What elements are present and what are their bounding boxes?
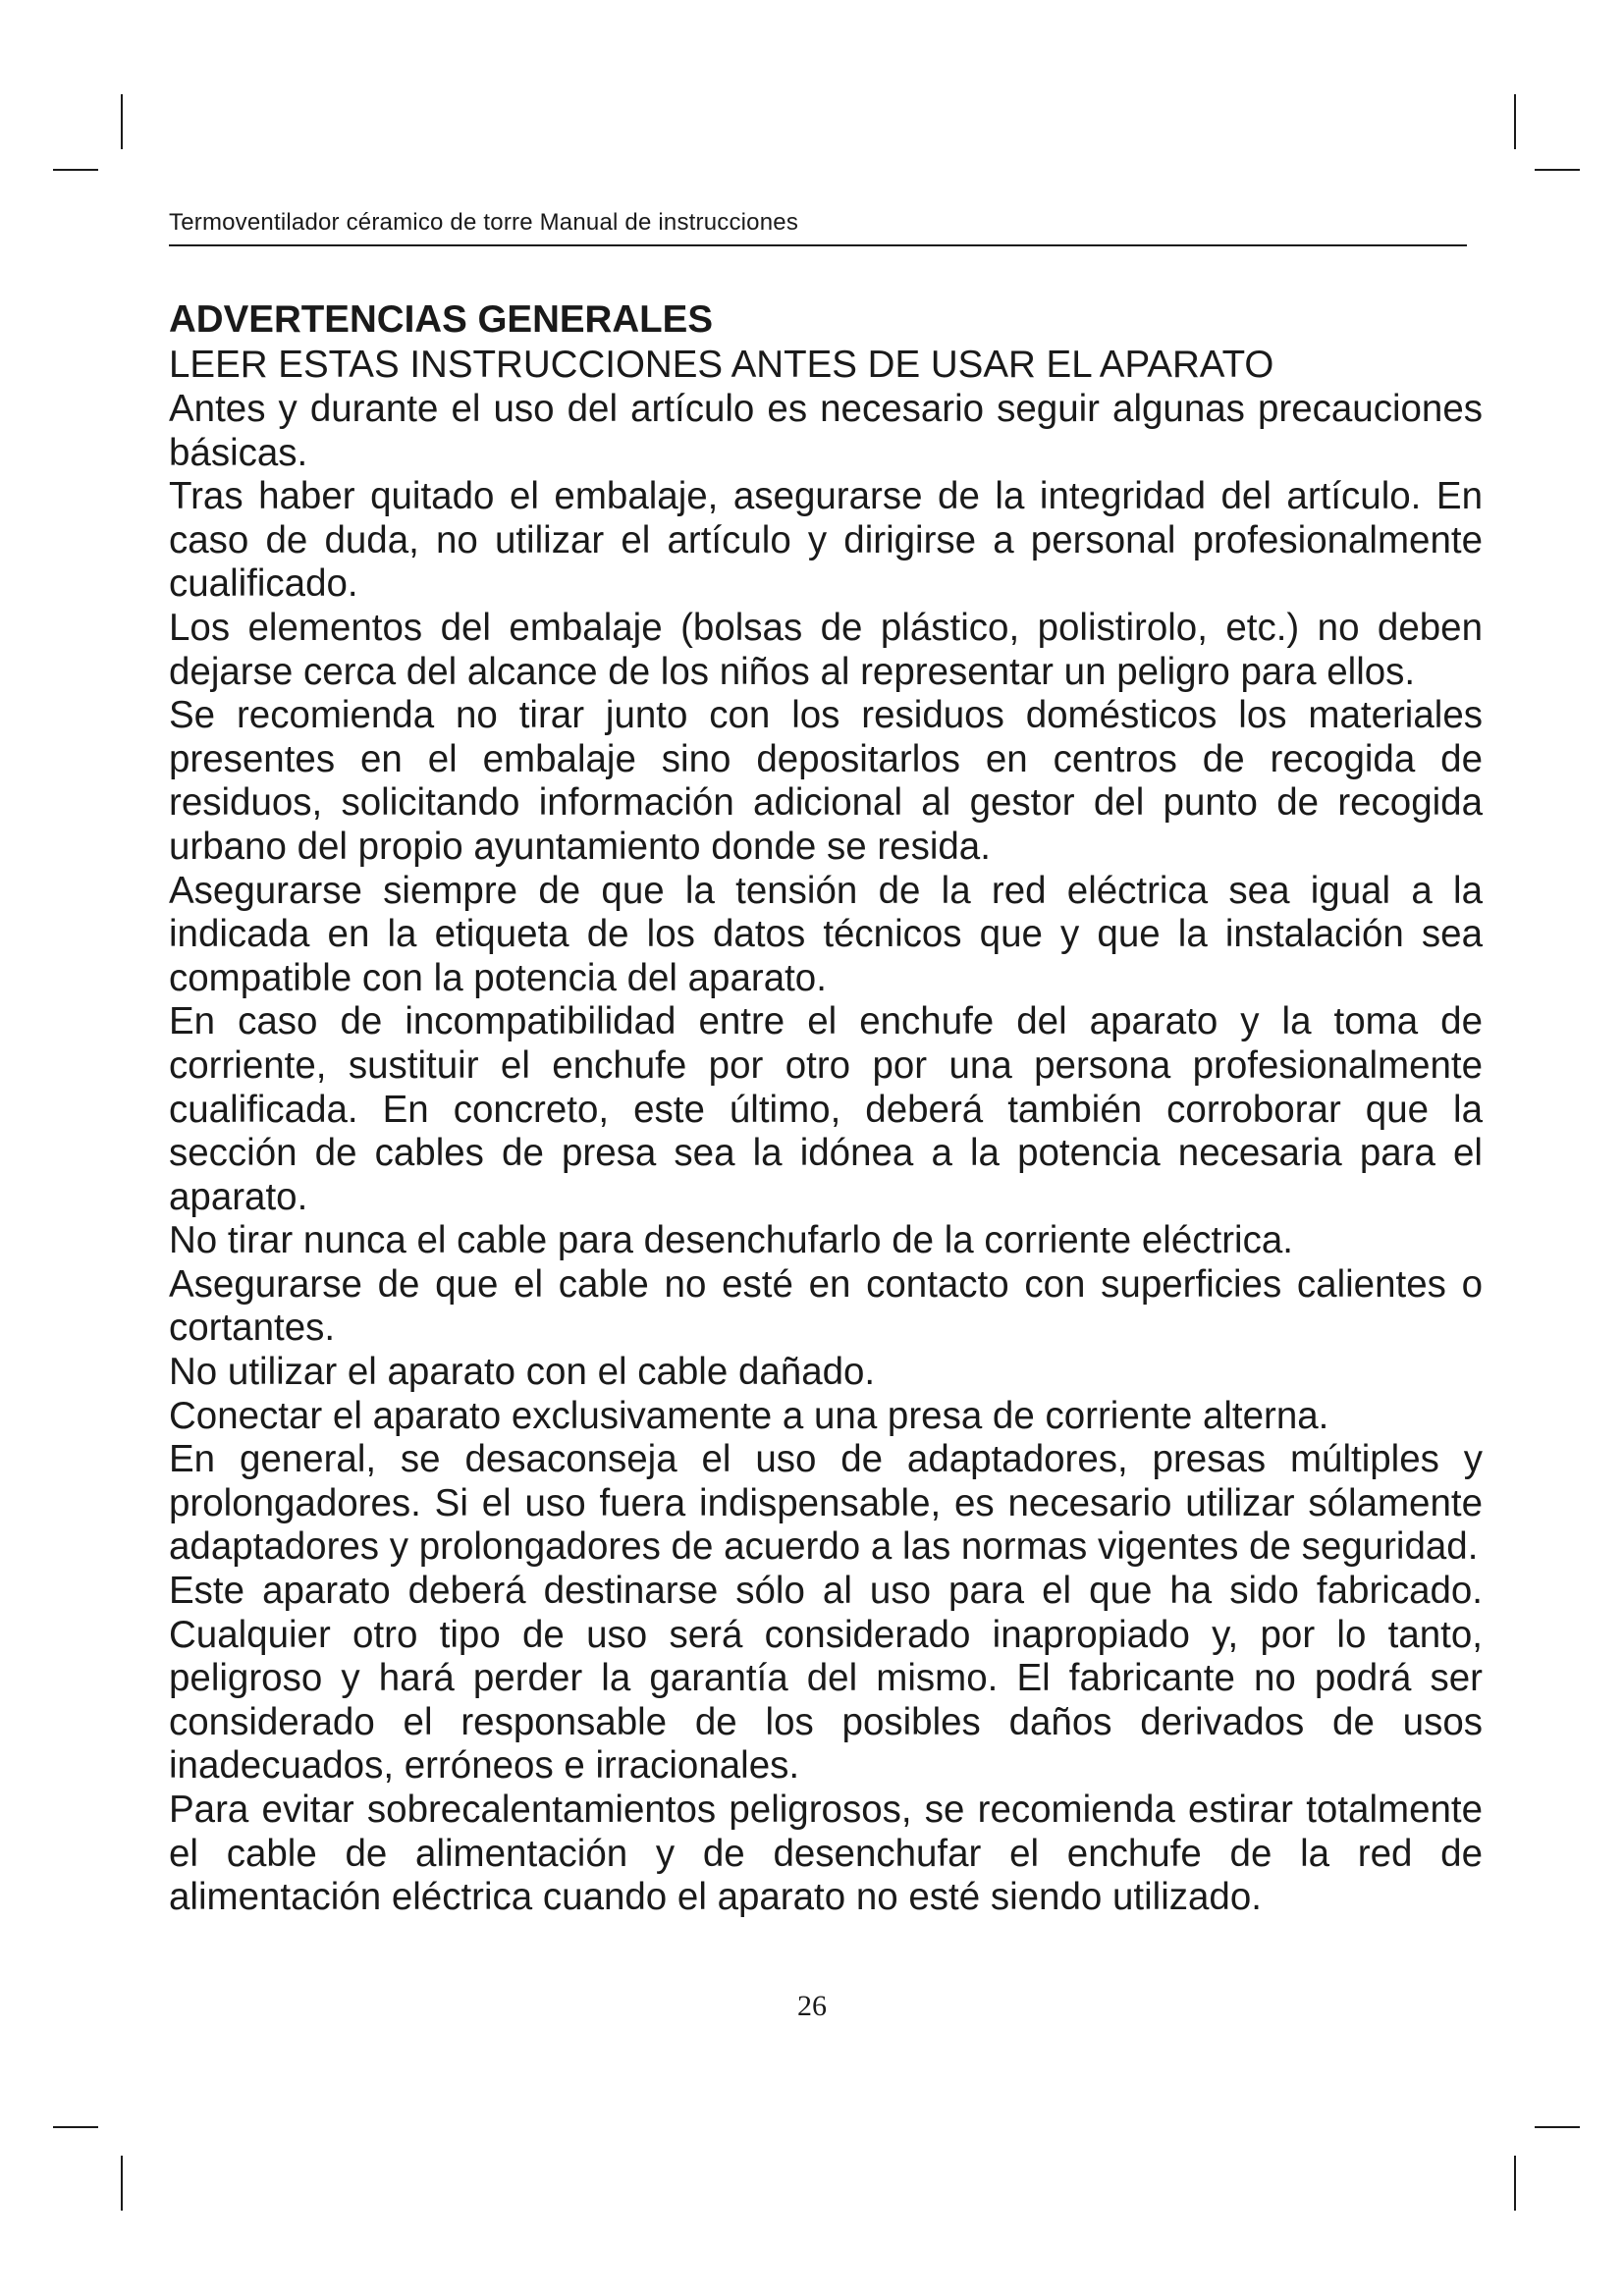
crop-mark-bottom-right-horizontal [1535, 2126, 1580, 2128]
paragraph: En general, se desaconseja el uso de adaptadores, presas múltiples y prolongadores. Si el uso fuera indispensable, es necesario utilizar sólamente adaptadores y prolongadores de acuerdo a las normas vigentes de seguridad. [169, 1438, 1483, 1569]
paragraph: Para evitar sobrecalentamientos peligrosos, se recomienda estirar totalmente el cable de alimentación y de desenchufar el enchufe de la red de alimentación eléctrica cuando el aparato no esté siendo utilizado. [169, 1789, 1483, 1919]
crop-mark-bottom-left-vertical [121, 2156, 123, 2211]
paragraph: Tras haber quitado el embalaje, asegurarse de la integridad del artículo. En caso de duda, no utilizar el artículo y dirigirse a personal profesionalmente cualificado. [169, 475, 1483, 606]
paragraph: En caso de incompatibilidad entre el enchufe del aparato y la toma de corriente, sustituir el enchufe por otro por una persona profesionalmente cualificada. En concreto, este último, deberá también corroborar que la sección de cables de presa sea la idónea a la potencia necesaria para el aparato. [169, 1000, 1483, 1218]
running-header: Termoventilador céramico de torre Manual de instrucciones [169, 209, 799, 236]
crop-mark-top-right-vertical [1514, 94, 1516, 149]
section-title: ADVERTENCIAS GENERALES [169, 298, 714, 341]
crop-mark-top-right-horizontal [1535, 169, 1580, 171]
paragraph: Se recomienda no tirar junto con los residuos domésticos los materiales presentes en el embalaje sino depositarlos en centros de recogida de residuos, solicitando información adicional al gestor del punto de recogida urbano del propio ayuntamiento donde se resida. [169, 694, 1483, 868]
paragraph: No utilizar el aparato con el cable dañado. [169, 1351, 876, 1394]
paragraph: Este aparato deberá destinarse sólo al uso para el que ha sido fabricado. Cualquier otro tipo de uso será considerado inapropiado y, por lo tanto, peligroso y hará perder la garantía del mismo. El fabricante no podrá ser considerado el responsable de los posibles daños derivados de usos inadecuados, erróneos e irracionales. [169, 1570, 1483, 1788]
paragraph: Asegurarse siempre de que la tensión de la red eléctrica sea igual a la indicada en la etiqueta de los datos técnicos que y que la instalación sea compatible con la potencia del aparato. [169, 869, 1483, 999]
paragraph: No tirar nunca el cable para desenchufarlo de la corriente eléctrica. [169, 1219, 1293, 1262]
crop-mark-bottom-right-vertical [1514, 2156, 1516, 2211]
section-subtitle: LEER ESTAS INSTRUCCIONES ANTES DE USAR EL APARATO [169, 344, 1274, 386]
page-content [169, 297, 1483, 1920]
paragraph: Asegurarse de que el cable no esté en contacto con superficies calientes o cortantes. [169, 1262, 1483, 1350]
crop-mark-top-left-horizontal [53, 169, 98, 171]
paragraph: Antes y durante el uso del artículo es necesario seguir algunas precauciones básicas. [169, 388, 1483, 474]
crop-mark-bottom-left-horizontal [53, 2126, 98, 2128]
header-rule [169, 244, 1467, 246]
paragraph: Conectar el aparato exclusivamente a una presa de corriente alterna. [169, 1394, 1329, 1437]
page-number: 26 [797, 1990, 827, 2022]
crop-mark-top-left-vertical [121, 94, 123, 149]
paragraph: Los elementos del embalaje (bolsas de plástico, polistirolo, etc.) no deben dejarse cerca del alcance de los niños al representar un peligro para ellos. [169, 606, 1483, 693]
